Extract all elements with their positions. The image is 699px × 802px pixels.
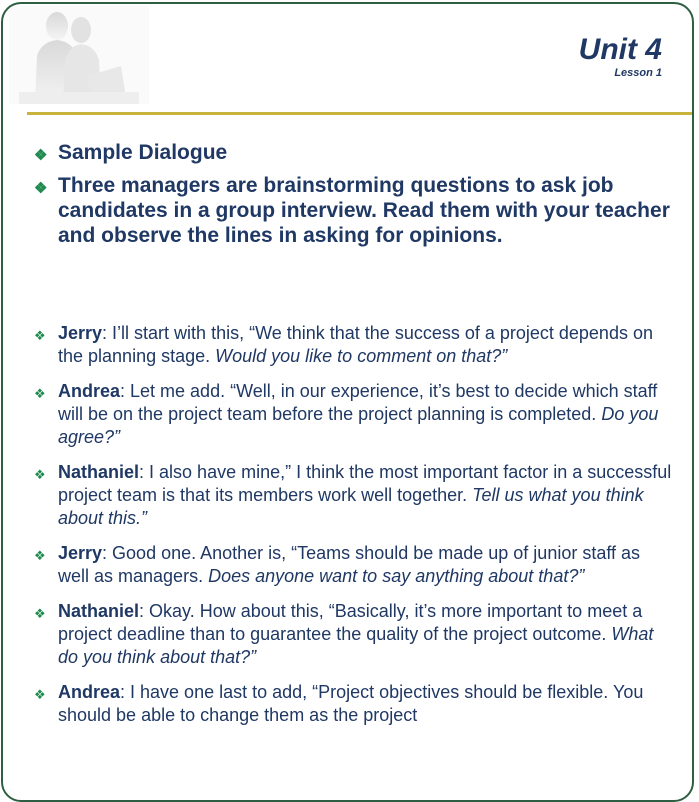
diamond-bullet-icon: ❖ — [34, 548, 46, 563]
diamond-bullet-icon: ❖ — [34, 180, 48, 197]
unit-title: Unit 4 — [578, 33, 662, 66]
dialogue-line — [34, 380, 674, 449]
dialogue-text: : Let me add. “Well, in our experience, it’s best to decide which staff will be on the project team before the project planning is completed. — [58, 381, 658, 424]
unit-label — [579, 34, 662, 80]
diamond-bullet-icon: ❖ — [34, 386, 46, 401]
dialogue-text: : Good one. Another is, “Teams should be made up of junior staff as well as managers. — [58, 543, 641, 586]
dialogue-line — [34, 322, 674, 368]
dialogue-line — [34, 461, 674, 530]
heading-text: Three managers are brainstorming questions to ask job candidates in a group interview. Read them with your teacher and observe the lines in asking for opinions. — [58, 174, 670, 247]
instruction-list — [34, 140, 674, 256]
header-divider — [27, 112, 694, 115]
heading-text: Sample Dialogue — [58, 141, 228, 164]
heading-instructions — [34, 173, 674, 248]
diamond-bullet-icon: ❖ — [34, 687, 46, 702]
diamond-bullet-icon: ❖ — [34, 147, 48, 164]
diamond-bullet-icon: ❖ — [34, 467, 46, 482]
dialogue-line — [34, 600, 674, 669]
speaker-name: Nathaniel — [58, 462, 140, 482]
business-people-silhouette-icon — [9, 6, 149, 104]
dialogue-text: : I’ll start with this, “We think that the success of a project depends on the planning stage. — [58, 323, 653, 366]
dialogue-question: Does anyone want to say anything about that?” — [208, 566, 585, 586]
dialogue-question: Would you like to comment on that?” — [215, 346, 508, 366]
dialogue-text: : I have one last to add, “Project objectives should be flexible. You should be able to change them as the project — [58, 682, 644, 725]
heading-sample-dialogue — [34, 140, 674, 165]
speaker-name: Andrea — [58, 682, 121, 702]
speaker-name: Jerry — [58, 543, 103, 563]
dialogue-question: What do you think about that?” — [58, 624, 654, 667]
dialogue-line — [34, 681, 674, 727]
dialogue-list — [34, 322, 674, 739]
lesson-label: Lesson 1 — [614, 67, 662, 79]
speaker-name: Nathaniel — [58, 601, 140, 621]
dialogue-question: Do you agree?” — [58, 404, 659, 447]
dialogue-question: Tell us what you think about this.” — [58, 485, 644, 528]
speaker-name: Jerry — [58, 323, 103, 343]
diamond-bullet-icon: ❖ — [34, 328, 46, 343]
speaker-name: Andrea — [58, 381, 121, 401]
dialogue-line — [34, 542, 674, 588]
diamond-bullet-icon: ❖ — [34, 606, 46, 621]
dialogue-text: : Okay. How about this, “Basically, it’s more important to meet a project deadline than to guarantee the quality of the project outcome. — [58, 601, 643, 644]
dialogue-text: : I also have mine,” I think the most important factor in a successful project team is that its members work well together. — [58, 462, 672, 505]
